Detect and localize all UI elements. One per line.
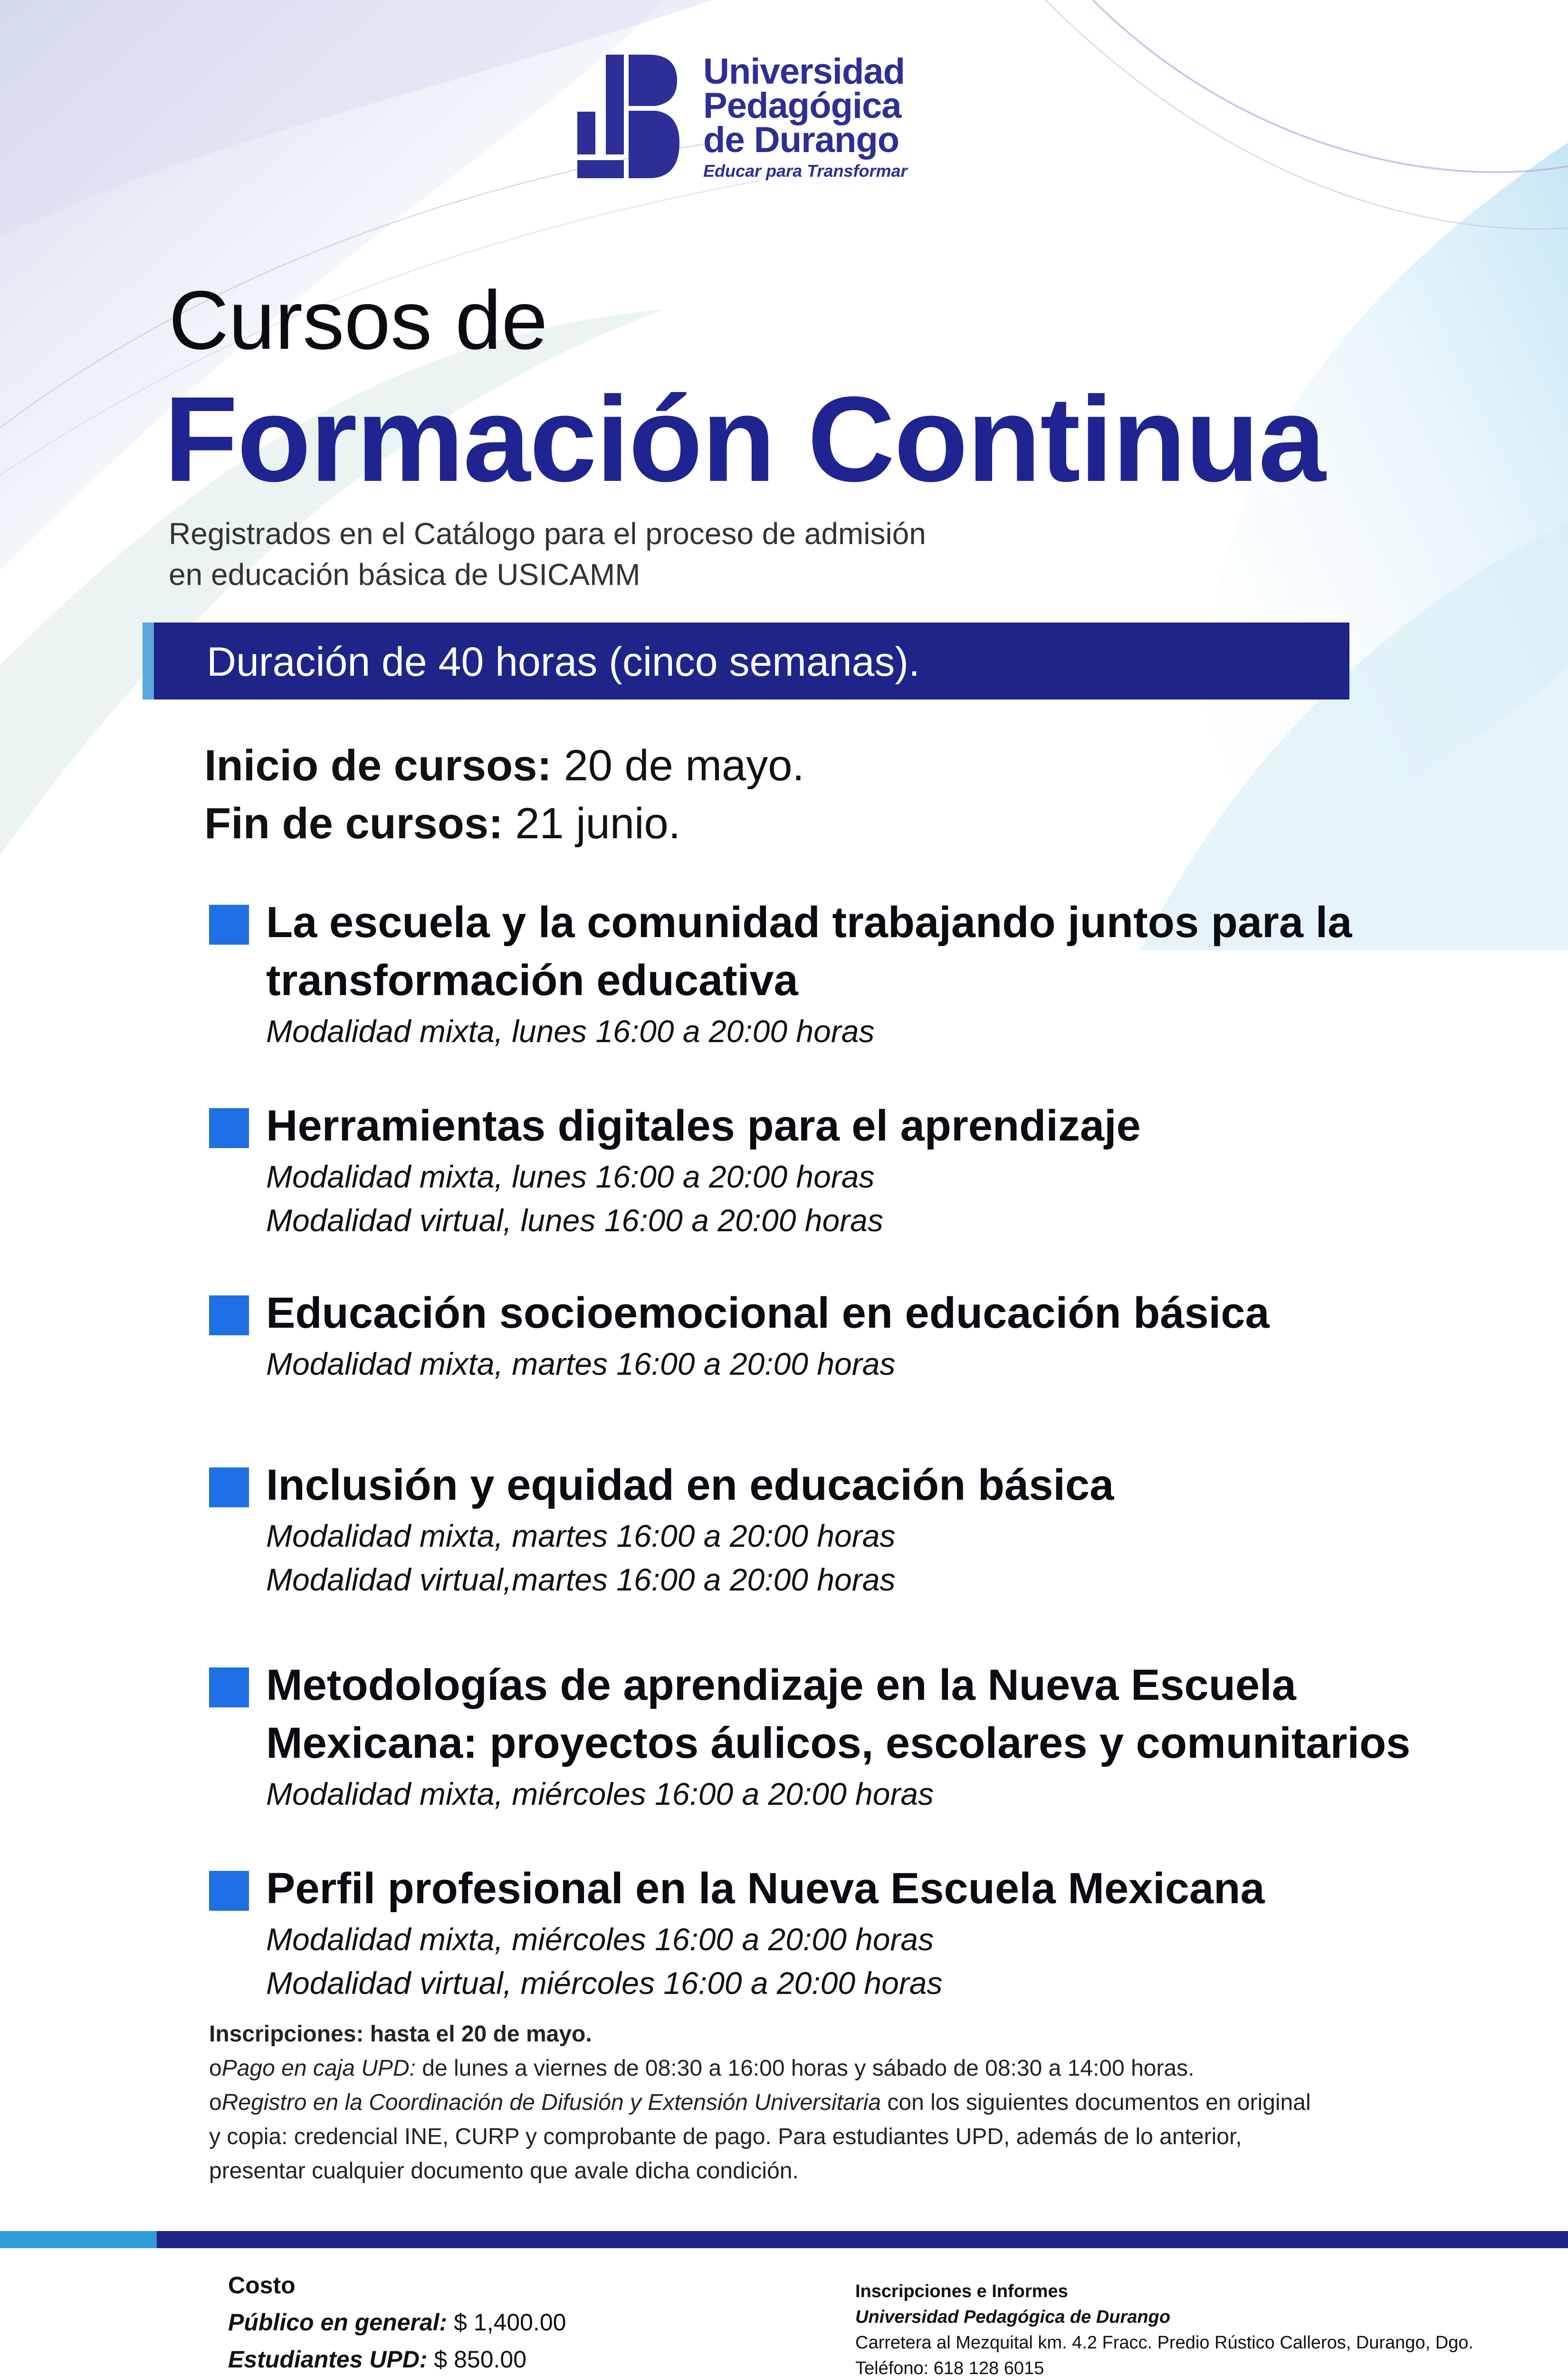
course-title: Inclusión y equidad en educación básica <box>266 1461 1114 1509</box>
course-title: Metodologías de aprendizaje en la Nueva Escuela <box>266 1661 1296 1709</box>
registration-item-1-label: Pago en caja UPD: <box>221 2056 416 2081</box>
course-schedule: Modalidad mixta, martes 16:00 a 20:00 horas <box>266 1518 896 1553</box>
page-title-line-1: Cursos de <box>169 274 548 367</box>
page-title-line-2: Formación Continua <box>164 372 1325 507</box>
contact-address: Carretera al Mezquital km. 4.2 Fracc. Predio Rústico Calleros, Durango, Dgo. <box>855 2333 1473 2353</box>
course-title: transformación educativa <box>266 956 798 1005</box>
registration-info <box>209 2017 1444 2188</box>
bullet-square-icon <box>209 1467 249 1507</box>
contact-phone: Teléfono: 618 128 6015 <box>855 2358 1044 2376</box>
bullet-square-icon <box>209 1108 249 1148</box>
cost-general-value: $ 1,400.00 <box>447 2309 566 2336</box>
university-logo-text <box>703 51 908 181</box>
registration-item-1 <box>209 2051 1444 2086</box>
bullet-square-icon <box>209 1295 249 1335</box>
course-schedule: Modalidad mixta, lunes 16:00 a 20:00 horas <box>266 1159 875 1194</box>
registration-item-2 <box>209 2086 1444 2120</box>
duration-text: Duración de 40 horas (cinco semanas). <box>207 639 920 685</box>
bullet-square-icon <box>209 1667 249 1707</box>
registration-item-2-label: Registro en la Coordinación de Difusión y Extensión Universitaria <box>221 2090 881 2115</box>
course-item <box>209 1456 1444 1601</box>
cost-title: Costo <box>228 2272 296 2299</box>
start-date <box>204 737 804 795</box>
registration-item-1-text: de lunes a viernes de 08:30 a 16:00 horas y sábado de 08:30 a 14:00 horas. <box>415 2056 1195 2081</box>
cost-students-value: $ 850.00 <box>427 2346 527 2373</box>
course-title: Herramientas digitales para el aprendizaje <box>266 1102 1141 1150</box>
end-date-value: 21 junio. <box>515 799 681 848</box>
course-schedule: Modalidad mixta, miércoles 16:00 a 20:00 horas <box>266 1922 934 1957</box>
logo-line-1: Universidad <box>703 51 905 92</box>
university-logo-icon <box>573 55 682 178</box>
footer-divider-accent <box>0 2231 157 2248</box>
registration-item-2-text: con los siguientes documentos en original <box>881 2090 1311 2115</box>
registration-item-2-line-2: y copia: credencial INE, CURP y comprobante de pago. Para estudiantes UPD, además de lo anterior, <box>209 2124 1242 2149</box>
subtitle-line-1: Registrados en el Catálogo para el proceso de admisión <box>169 517 926 551</box>
footer-divider <box>0 2231 1568 2248</box>
course-item <box>209 1859 1444 2005</box>
course-schedule: Modalidad virtual, miércoles 16:00 a 20:00 horas <box>266 1965 943 2001</box>
contact-info <box>855 2279 1473 2376</box>
duration-banner-accent <box>143 623 154 699</box>
cost-info <box>228 2267 566 2376</box>
course-dates <box>204 737 804 853</box>
course-schedule: Modalidad virtual,martes 16:00 a 20:00 horas <box>266 1562 896 1597</box>
start-date-label: Inicio de cursos: <box>204 741 552 790</box>
course-schedule: Modalidad virtual, lunes 16:00 a 20:00 horas <box>266 1203 883 1238</box>
university-logo <box>573 51 934 188</box>
course-schedule: Modalidad mixta, miércoles 16:00 a 20:00 horas <box>266 1776 934 1811</box>
logo-slogan: Educar para Transformar <box>703 161 908 181</box>
logo-line-2: Pedagógica <box>703 86 901 126</box>
start-date-value: 20 de mayo. <box>564 741 804 790</box>
course-item <box>209 893 1444 1053</box>
list-marker: o <box>209 2090 222 2115</box>
end-date <box>204 795 804 853</box>
cost-students <box>228 2341 566 2376</box>
course-title: Mexicana: proyectos áulicos, escolares y comunitarios <box>266 1719 1411 1767</box>
course-item <box>209 1656 1444 1816</box>
course-title: La escuela y la comunidad trabajando juntos para la <box>266 898 1352 947</box>
registration-item-2-line-3: presentar cualquier documento que avale dicha condición. <box>209 2158 799 2184</box>
bullet-square-icon <box>209 1871 249 1911</box>
contact-organization: Universidad Pedagógica de Durango <box>855 2307 1171 2327</box>
page-subtitle <box>169 513 926 595</box>
list-marker: o <box>209 2056 222 2081</box>
cost-students-label: Estudiantes UPD: <box>228 2346 428 2373</box>
registration-title: Inscripciones: hasta el 20 de mayo. <box>209 2022 592 2047</box>
logo-line-3: de Durango <box>703 120 899 160</box>
course-title: Perfil profesional en la Nueva Escuela Mexicana <box>266 1864 1265 1913</box>
course-title: Educación socioemocional en educación básica <box>266 1289 1270 1337</box>
course-schedule: Modalidad mixta, lunes 16:00 a 20:00 horas <box>266 1014 875 1049</box>
end-date-label: Fin de cursos: <box>204 799 503 848</box>
course-item <box>209 1097 1444 1242</box>
subtitle-line-2: en educación básica de USICAMM <box>169 557 641 592</box>
cost-general <box>228 2304 566 2341</box>
cost-general-label: Público en general: <box>228 2309 448 2336</box>
course-list <box>209 893 1444 2005</box>
course-schedule: Modalidad mixta, martes 16:00 a 20:00 horas <box>266 1346 896 1381</box>
course-item <box>209 1284 1444 1386</box>
bullet-square-icon <box>209 905 249 945</box>
contact-title: Inscripciones e Informes <box>855 2281 1068 2301</box>
